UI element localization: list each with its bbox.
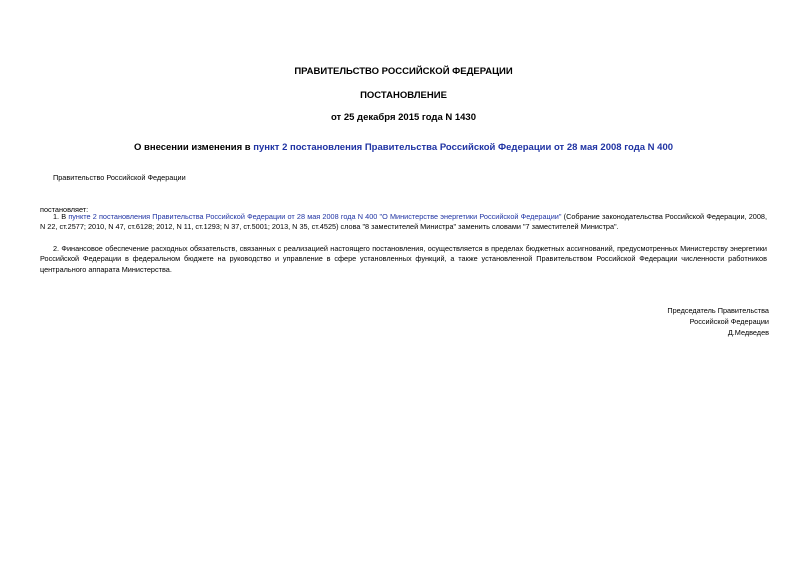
government-heading: ПРАВИТЕЛЬСТВО РОССИЙСКОЙ ФЕДЕРАЦИИ [294,66,513,77]
title-link[interactable]: пункт 2 постановления Правительства Российской Федерации от 28 мая 2008 года N 400 [253,142,674,153]
title-prefix: О внесении изменения в [133,142,254,153]
document-date: от 25 декабря 2015 года N 1430 [330,112,476,123]
document-title [0,142,807,153]
document-type-heading: ПОСТАНОВЛЕНИЕ [360,90,447,101]
paragraph-1-link[interactable]: пункте 2 постановления Правительства Российской Федерации от 28 мая 2008 года N 400 "О Министерстве энергетики Российской Федерации" [68,212,562,221]
paragraph-1-prefix: 1. В [53,212,69,221]
paragraph-1-text: (Собрание законодательства Российской Федерации, 2008, N 22, ст.2577; 2010, N 47, ст.6128; 2012, N 11, ст.1293; N 37, ст.5001; 2013, N 35, ст.4525) слова "8 заместителей Министра" заменить словами "7 заместителей Министра". [40,212,767,232]
issuer-text: Правительство Российской Федерации [53,173,186,182]
paragraph-2: 2. Финансовое обеспечение расходных обязательств, связанных с реализацией настоящего постановления, осуществляется в пределах бюджетных ассигнований, предусмотренных Министерству энергетики Российской Федерации в федеральном бюджете на руководство и управление в сфере установленных функций, а также установленной Правительством Российской Федерации численности работников центрального аппарата Министерства. [40,244,767,274]
signature-name: Д.Медведев [727,328,769,337]
signature-position: Председатель Правительства [667,306,769,315]
paragraph-1 [40,212,767,233]
decrees-text: постановляет: [40,205,89,214]
signature-body: Российской Федерации [689,317,769,326]
